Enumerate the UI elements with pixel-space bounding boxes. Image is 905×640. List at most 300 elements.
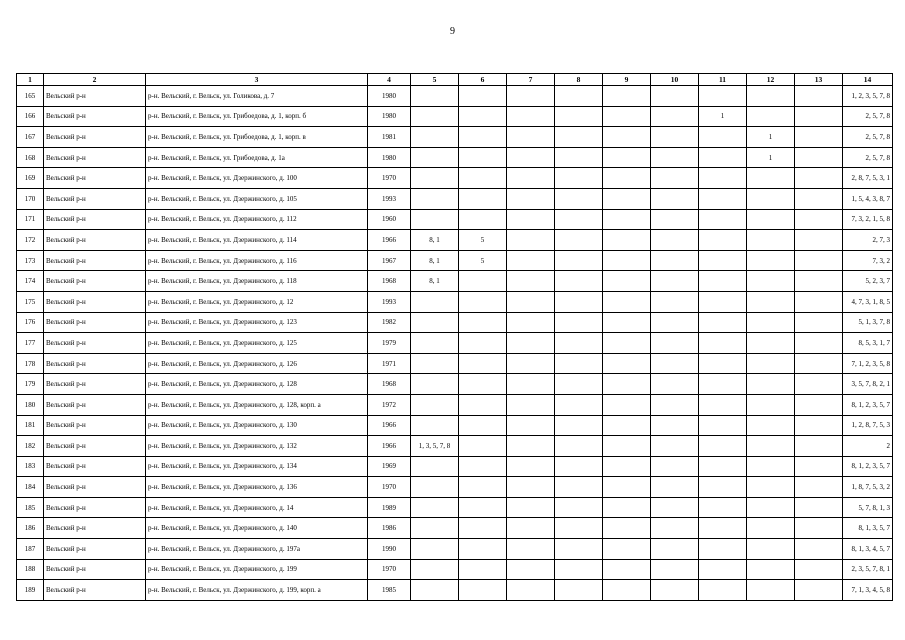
- col5-cell: 8, 1: [411, 230, 459, 251]
- col5-cell: 8, 1: [411, 250, 459, 271]
- col8-cell: [555, 291, 603, 312]
- col9-cell: [603, 106, 651, 127]
- row-number-cell: 174: [17, 271, 44, 292]
- col11-cell: [699, 477, 747, 498]
- district-cell: Вельский р-н: [44, 147, 146, 168]
- col7-cell: [507, 106, 555, 127]
- col6-cell: [459, 209, 507, 230]
- district-cell: Вельский р-н: [44, 415, 146, 436]
- col14-cell: 2, 5, 7, 8: [843, 127, 893, 148]
- col9-cell: [603, 188, 651, 209]
- col6-cell: [459, 106, 507, 127]
- col10-cell: [651, 147, 699, 168]
- col5-cell: [411, 209, 459, 230]
- col10-cell: [651, 209, 699, 230]
- col12-cell: [747, 436, 795, 457]
- col9-cell: [603, 86, 651, 107]
- col8-cell: [555, 86, 603, 107]
- col9-cell: [603, 250, 651, 271]
- col6-cell: [459, 539, 507, 560]
- col13-cell: [795, 250, 843, 271]
- year-cell: 1990: [368, 539, 411, 560]
- col6-cell: [459, 580, 507, 601]
- col5-cell: [411, 127, 459, 148]
- col12-cell: [747, 188, 795, 209]
- column-header: 11: [699, 74, 747, 86]
- row-number-cell: 185: [17, 497, 44, 518]
- row-number-cell: 170: [17, 188, 44, 209]
- col14-cell: 5, 2, 3, 7: [843, 271, 893, 292]
- col11-cell: [699, 518, 747, 539]
- col11-cell: [699, 230, 747, 251]
- row-number-cell: 181: [17, 415, 44, 436]
- col13-cell: [795, 415, 843, 436]
- table-row: [17, 559, 893, 580]
- row-number-cell: 180: [17, 394, 44, 415]
- col11-cell: [699, 147, 747, 168]
- col13-cell: [795, 230, 843, 251]
- col7-cell: [507, 209, 555, 230]
- year-cell: 1968: [368, 271, 411, 292]
- col11-cell: [699, 333, 747, 354]
- col8-cell: [555, 209, 603, 230]
- col9-cell: [603, 518, 651, 539]
- year-cell: 1966: [368, 230, 411, 251]
- address-cell: р-н. Вельский, г. Вельск, ул. Дзержинского, д. 116: [146, 250, 368, 271]
- table-row: [17, 168, 893, 189]
- col12-cell: [747, 271, 795, 292]
- col13-cell: [795, 497, 843, 518]
- col12-cell: [747, 209, 795, 230]
- table-row: [17, 271, 893, 292]
- col6-cell: [459, 291, 507, 312]
- col12-cell: [747, 106, 795, 127]
- column-header: 2: [44, 74, 146, 86]
- col7-cell: [507, 188, 555, 209]
- address-cell: р-н. Вельский, г. Вельск, ул. Дзержинского, д. 14: [146, 497, 368, 518]
- table-row: [17, 477, 893, 498]
- col10-cell: [651, 291, 699, 312]
- column-header: 1: [17, 74, 44, 86]
- col11-cell: [699, 209, 747, 230]
- col14-cell: 3, 5, 7, 8, 2, 1: [843, 374, 893, 395]
- col13-cell: [795, 456, 843, 477]
- col5-cell: [411, 291, 459, 312]
- col7-cell: [507, 394, 555, 415]
- col13-cell: [795, 518, 843, 539]
- col12-cell: [747, 353, 795, 374]
- district-cell: Вельский р-н: [44, 188, 146, 209]
- col8-cell: [555, 230, 603, 251]
- col7-cell: [507, 168, 555, 189]
- year-cell: 1969: [368, 456, 411, 477]
- row-number-cell: 178: [17, 353, 44, 374]
- col14-cell: 8, 1, 2, 3, 5, 7: [843, 394, 893, 415]
- year-cell: 1982: [368, 312, 411, 333]
- col13-cell: [795, 271, 843, 292]
- col10-cell: [651, 518, 699, 539]
- col7-cell: [507, 374, 555, 395]
- col14-cell: 5, 7, 8, 1, 3: [843, 497, 893, 518]
- col7-cell: [507, 539, 555, 560]
- row-number-cell: 183: [17, 456, 44, 477]
- col11-cell: [699, 415, 747, 436]
- col6-cell: [459, 127, 507, 148]
- address-cell: р-н. Вельский, г. Вельск, ул. Грибоедова, д. 1, корп. б: [146, 106, 368, 127]
- col6-cell: [459, 436, 507, 457]
- address-cell: р-н. Вельский, г. Вельск, ул. Дзержинского, д. 12: [146, 291, 368, 312]
- col10-cell: [651, 415, 699, 436]
- col9-cell: [603, 353, 651, 374]
- col6-cell: [459, 333, 507, 354]
- col8-cell: [555, 147, 603, 168]
- col13-cell: [795, 291, 843, 312]
- col14-cell: 8, 1, 3, 4, 5, 7: [843, 539, 893, 560]
- col12-cell: [747, 230, 795, 251]
- column-header: 10: [651, 74, 699, 86]
- col7-cell: [507, 127, 555, 148]
- row-number-cell: 171: [17, 209, 44, 230]
- row-number-cell: 166: [17, 106, 44, 127]
- address-cell: р-н. Вельский, г. Вельск, ул. Дзержинского, д. 114: [146, 230, 368, 251]
- col12-cell: [747, 291, 795, 312]
- year-cell: 1993: [368, 188, 411, 209]
- year-cell: 1960: [368, 209, 411, 230]
- table-row: [17, 106, 893, 127]
- col14-cell: 7, 1, 2, 3, 5, 8: [843, 353, 893, 374]
- col9-cell: [603, 436, 651, 457]
- table-row: [17, 333, 893, 354]
- col14-cell: 7, 3, 2, 1, 5, 8: [843, 209, 893, 230]
- col5-cell: [411, 312, 459, 333]
- col11-cell: [699, 374, 747, 395]
- col8-cell: [555, 497, 603, 518]
- col5-cell: 8, 1: [411, 271, 459, 292]
- col10-cell: [651, 497, 699, 518]
- col5-cell: [411, 497, 459, 518]
- district-cell: Вельский р-н: [44, 168, 146, 189]
- col11-cell: [699, 497, 747, 518]
- year-cell: 1970: [368, 168, 411, 189]
- address-cell: р-н. Вельский, г. Вельск, ул. Дзержинского, д. 140: [146, 518, 368, 539]
- year-cell: 1967: [368, 250, 411, 271]
- col8-cell: [555, 477, 603, 498]
- col14-cell: 4, 7, 3, 1, 8, 5: [843, 291, 893, 312]
- col10-cell: [651, 86, 699, 107]
- col13-cell: [795, 127, 843, 148]
- table-row: [17, 415, 893, 436]
- col5-cell: [411, 374, 459, 395]
- col5-cell: [411, 353, 459, 374]
- col5-cell: [411, 539, 459, 560]
- row-number-cell: 173: [17, 250, 44, 271]
- col10-cell: [651, 106, 699, 127]
- col10-cell: [651, 168, 699, 189]
- col10-cell: [651, 333, 699, 354]
- col14-cell: 8, 1, 2, 3, 5, 7: [843, 456, 893, 477]
- col5-cell: [411, 518, 459, 539]
- district-cell: Вельский р-н: [44, 374, 146, 395]
- table-row: [17, 436, 893, 457]
- col7-cell: [507, 250, 555, 271]
- col14-cell: 1, 5, 4, 3, 8, 7: [843, 188, 893, 209]
- col13-cell: [795, 168, 843, 189]
- col14-cell: 2, 5, 7, 8: [843, 106, 893, 127]
- district-cell: Вельский р-н: [44, 250, 146, 271]
- row-number-cell: 165: [17, 86, 44, 107]
- col13-cell: [795, 353, 843, 374]
- col13-cell: [795, 312, 843, 333]
- district-cell: Вельский р-н: [44, 271, 146, 292]
- col14-cell: 7, 1, 3, 4, 5, 8: [843, 580, 893, 601]
- year-cell: 1980: [368, 106, 411, 127]
- col8-cell: [555, 436, 603, 457]
- year-cell: 1993: [368, 291, 411, 312]
- col13-cell: [795, 559, 843, 580]
- address-cell: р-н. Вельский, г. Вельск, ул. Дзержинского, д. 118: [146, 271, 368, 292]
- col12-cell: [747, 168, 795, 189]
- col10-cell: [651, 188, 699, 209]
- year-cell: 1972: [368, 394, 411, 415]
- col5-cell: 1, 3, 5, 7, 8: [411, 436, 459, 457]
- col6-cell: [459, 168, 507, 189]
- col8-cell: [555, 106, 603, 127]
- col9-cell: [603, 456, 651, 477]
- col9-cell: [603, 477, 651, 498]
- col8-cell: [555, 580, 603, 601]
- col6-cell: [459, 559, 507, 580]
- address-cell: р-н. Вельский, г. Вельск, ул. Дзержинского, д. 105: [146, 188, 368, 209]
- column-header: 8: [555, 74, 603, 86]
- year-cell: 1980: [368, 147, 411, 168]
- col11-cell: [699, 127, 747, 148]
- col9-cell: [603, 168, 651, 189]
- district-cell: Вельский р-н: [44, 353, 146, 374]
- table-row: [17, 580, 893, 601]
- column-header: 14: [843, 74, 893, 86]
- col9-cell: [603, 415, 651, 436]
- district-cell: Вельский р-н: [44, 291, 146, 312]
- district-cell: Вельский р-н: [44, 230, 146, 251]
- address-cell: р-н. Вельский, г. Вельск, ул. Голикова, д. 7: [146, 86, 368, 107]
- col13-cell: [795, 394, 843, 415]
- col12-cell: [747, 477, 795, 498]
- col9-cell: [603, 127, 651, 148]
- col10-cell: [651, 230, 699, 251]
- col11-cell: [699, 312, 747, 333]
- col8-cell: [555, 127, 603, 148]
- year-cell: 1989: [368, 497, 411, 518]
- col5-cell: [411, 147, 459, 168]
- address-cell: р-н. Вельский, г. Вельск, ул. Дзержинского, д. 128: [146, 374, 368, 395]
- col12-cell: [747, 518, 795, 539]
- col11-cell: [699, 539, 747, 560]
- row-number-cell: 168: [17, 147, 44, 168]
- table-row: [17, 456, 893, 477]
- district-cell: Вельский р-н: [44, 394, 146, 415]
- col6-cell: 5: [459, 250, 507, 271]
- col5-cell: [411, 106, 459, 127]
- table-row: [17, 312, 893, 333]
- district-cell: Вельский р-н: [44, 477, 146, 498]
- year-cell: 1979: [368, 333, 411, 354]
- col10-cell: [651, 271, 699, 292]
- col12-cell: [747, 312, 795, 333]
- col10-cell: [651, 353, 699, 374]
- col9-cell: [603, 209, 651, 230]
- col11-cell: [699, 580, 747, 601]
- district-cell: Вельский р-н: [44, 209, 146, 230]
- col13-cell: [795, 86, 843, 107]
- address-cell: р-н. Вельский, г. Вельск, ул. Дзержинского, д. 132: [146, 436, 368, 457]
- col13-cell: [795, 436, 843, 457]
- year-cell: 1968: [368, 374, 411, 395]
- col10-cell: [651, 394, 699, 415]
- col13-cell: [795, 106, 843, 127]
- district-cell: Вельский р-н: [44, 86, 146, 107]
- col8-cell: [555, 559, 603, 580]
- district-cell: Вельский р-н: [44, 312, 146, 333]
- column-header: 4: [368, 74, 411, 86]
- table-row: [17, 86, 893, 107]
- col7-cell: [507, 333, 555, 354]
- col8-cell: [555, 250, 603, 271]
- year-cell: 1966: [368, 436, 411, 457]
- row-number-cell: 189: [17, 580, 44, 601]
- district-cell: Вельский р-н: [44, 539, 146, 560]
- table-row: [17, 230, 893, 251]
- col13-cell: [795, 580, 843, 601]
- col5-cell: [411, 86, 459, 107]
- col7-cell: [507, 353, 555, 374]
- table-row: [17, 188, 893, 209]
- year-cell: 1971: [368, 353, 411, 374]
- col5-cell: [411, 477, 459, 498]
- col13-cell: [795, 188, 843, 209]
- row-number-cell: 186: [17, 518, 44, 539]
- table-row: [17, 539, 893, 560]
- col12-cell: [747, 456, 795, 477]
- col14-cell: 2, 8, 7, 5, 3, 1: [843, 168, 893, 189]
- col8-cell: [555, 394, 603, 415]
- row-number-cell: 179: [17, 374, 44, 395]
- register-table: [16, 73, 893, 601]
- col7-cell: [507, 147, 555, 168]
- col10-cell: [651, 559, 699, 580]
- col8-cell: [555, 456, 603, 477]
- table-row: [17, 518, 893, 539]
- col8-cell: [555, 415, 603, 436]
- col11-cell: 1: [699, 106, 747, 127]
- col7-cell: [507, 86, 555, 107]
- col11-cell: [699, 559, 747, 580]
- address-cell: р-н. Вельский, г. Вельск, ул. Дзержинского, д. 112: [146, 209, 368, 230]
- col11-cell: [699, 271, 747, 292]
- col6-cell: [459, 374, 507, 395]
- col7-cell: [507, 436, 555, 457]
- year-cell: 1966: [368, 415, 411, 436]
- col9-cell: [603, 580, 651, 601]
- district-cell: Вельский р-н: [44, 559, 146, 580]
- col5-cell: [411, 559, 459, 580]
- col14-cell: 8, 5, 3, 1, 7: [843, 333, 893, 354]
- col9-cell: [603, 230, 651, 251]
- address-cell: р-н. Вельский, г. Вельск, ул. Дзержинского, д. 126: [146, 353, 368, 374]
- col10-cell: [651, 250, 699, 271]
- col11-cell: [699, 250, 747, 271]
- row-number-cell: 182: [17, 436, 44, 457]
- col11-cell: [699, 291, 747, 312]
- col9-cell: [603, 333, 651, 354]
- col7-cell: [507, 518, 555, 539]
- col12-cell: [747, 250, 795, 271]
- row-number-cell: 187: [17, 539, 44, 560]
- table-row: [17, 250, 893, 271]
- col8-cell: [555, 168, 603, 189]
- col12-cell: [747, 394, 795, 415]
- district-cell: Вельский р-н: [44, 127, 146, 148]
- column-header: 5: [411, 74, 459, 86]
- col5-cell: [411, 333, 459, 354]
- col10-cell: [651, 456, 699, 477]
- page-number: 9: [450, 26, 455, 37]
- col7-cell: [507, 477, 555, 498]
- col14-cell: 2: [843, 436, 893, 457]
- col5-cell: [411, 456, 459, 477]
- table-row: [17, 127, 893, 148]
- col6-cell: [459, 271, 507, 292]
- col11-cell: [699, 436, 747, 457]
- col6-cell: [459, 353, 507, 374]
- district-cell: Вельский р-н: [44, 518, 146, 539]
- col9-cell: [603, 291, 651, 312]
- row-number-cell: 169: [17, 168, 44, 189]
- address-cell: р-н. Вельский, г. Вельск, ул. Дзержинского, д. 123: [146, 312, 368, 333]
- table-row: [17, 497, 893, 518]
- col7-cell: [507, 312, 555, 333]
- col5-cell: [411, 580, 459, 601]
- address-cell: р-н. Вельский, г. Вельск, ул. Дзержинского, д. 136: [146, 477, 368, 498]
- col13-cell: [795, 539, 843, 560]
- col6-cell: [459, 86, 507, 107]
- row-number-cell: 175: [17, 291, 44, 312]
- year-cell: 1970: [368, 477, 411, 498]
- table-row: [17, 209, 893, 230]
- col9-cell: [603, 147, 651, 168]
- row-number-cell: 176: [17, 312, 44, 333]
- col14-cell: 8, 1, 3, 5, 7: [843, 518, 893, 539]
- table-row: [17, 291, 893, 312]
- year-cell: 1986: [368, 518, 411, 539]
- column-header: 9: [603, 74, 651, 86]
- col14-cell: 2, 5, 7, 8: [843, 147, 893, 168]
- col8-cell: [555, 518, 603, 539]
- col14-cell: 2, 7, 3: [843, 230, 893, 251]
- col8-cell: [555, 539, 603, 560]
- col9-cell: [603, 539, 651, 560]
- col9-cell: [603, 271, 651, 292]
- table-row: [17, 374, 893, 395]
- col12-cell: [747, 415, 795, 436]
- col5-cell: [411, 415, 459, 436]
- col11-cell: [699, 353, 747, 374]
- row-number-cell: 167: [17, 127, 44, 148]
- col13-cell: [795, 333, 843, 354]
- col10-cell: [651, 477, 699, 498]
- col7-cell: [507, 456, 555, 477]
- col11-cell: [699, 86, 747, 107]
- row-number-cell: 188: [17, 559, 44, 580]
